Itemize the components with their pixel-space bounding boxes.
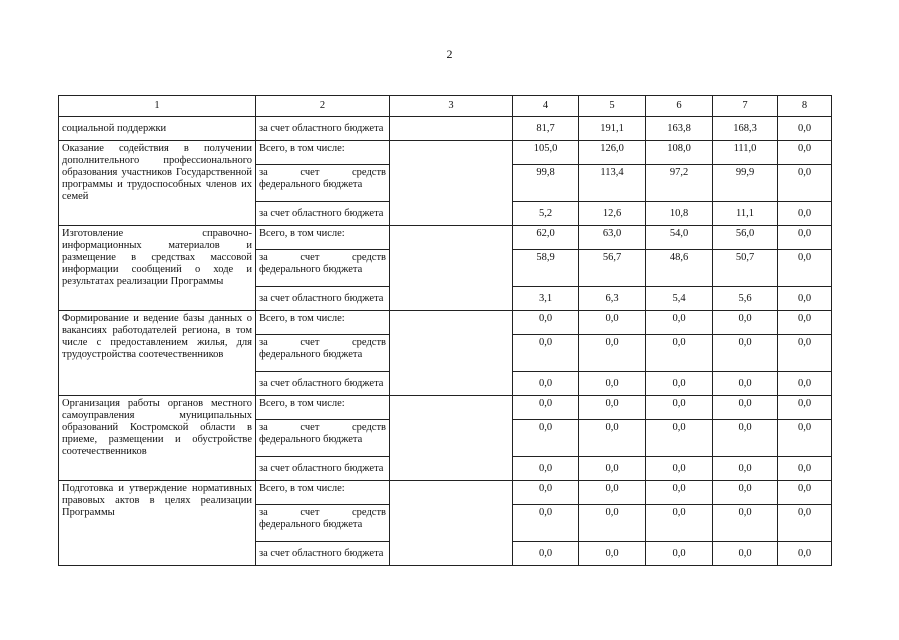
table-row: [59, 481, 832, 505]
funding-source-line: федерального бюджета: [259, 519, 363, 530]
column-header: 7: [713, 96, 778, 117]
funding-source: за счет областного бюджета: [256, 372, 390, 396]
value-cell: 56,0: [713, 226, 778, 250]
value-cell: 50,7: [713, 250, 778, 287]
funding-source-line: федерального бюджета: [259, 264, 363, 275]
column-header: 3: [390, 96, 513, 117]
value-cell: 12,6: [579, 202, 646, 226]
funding-source-line: федерального бюджета: [259, 349, 363, 360]
value-cell: 0,0: [778, 335, 832, 372]
value-cell: 0,0: [579, 311, 646, 335]
value-cell: 111,0: [713, 141, 778, 165]
value-cell: 126,0: [579, 141, 646, 165]
value-cell: 168,3: [713, 117, 778, 141]
value-cell: 0,0: [713, 335, 778, 372]
empty-cell: [390, 311, 513, 396]
value-cell: 0,0: [778, 141, 832, 165]
column-header: 8: [778, 96, 832, 117]
empty-cell: [390, 117, 513, 141]
empty-cell: [390, 226, 513, 311]
table-row: [59, 226, 832, 250]
table-row: [59, 311, 832, 335]
value-cell: 0,0: [713, 311, 778, 335]
measure-description: Организация работы органов местного самоуправления муниципальных образований Костромской области в приеме, размещении и обустройстве соотечественников: [59, 396, 256, 481]
column-header: 4: [513, 96, 579, 117]
value-cell: 0,0: [579, 542, 646, 566]
page-number: 2: [446, 47, 453, 61]
value-cell: 0,0: [778, 372, 832, 396]
funding-source: за счет областного бюджета: [256, 202, 390, 226]
funding-source: Всего, в том числе:: [256, 226, 390, 250]
empty-cell: [390, 141, 513, 226]
funding-source: [256, 420, 390, 457]
funding-source: [256, 505, 390, 542]
value-cell: 108,0: [646, 141, 713, 165]
value-cell: 0,0: [778, 202, 832, 226]
value-cell: 0,0: [713, 542, 778, 566]
measure-description: Подготовка и утверждение нормативных правовых актов в целях реализации Программы: [59, 481, 256, 566]
value-cell: 0,0: [713, 505, 778, 542]
value-cell: 0,0: [713, 457, 778, 481]
value-cell: 3,1: [513, 287, 579, 311]
value-cell: 0,0: [646, 542, 713, 566]
value-cell: 0,0: [778, 457, 832, 481]
value-cell: 0,0: [778, 396, 832, 420]
funding-source-word: счет: [300, 422, 320, 433]
value-cell: 0,0: [513, 396, 579, 420]
value-cell: 0,0: [579, 420, 646, 457]
funding-source-word: за: [259, 422, 268, 433]
value-cell: 10,8: [646, 202, 713, 226]
value-cell: 0,0: [513, 372, 579, 396]
funding-source-word: средств: [352, 252, 386, 263]
funding-source: [256, 165, 390, 202]
value-cell: 0,0: [579, 505, 646, 542]
value-cell: 191,1: [579, 117, 646, 141]
value-cell: 5,4: [646, 287, 713, 311]
value-cell: 5,2: [513, 202, 579, 226]
value-cell: 0,0: [579, 457, 646, 481]
value-cell: 0,0: [513, 457, 579, 481]
funding-source: за счет областного бюджета: [256, 542, 390, 566]
empty-cell: [390, 481, 513, 566]
value-cell: 0,0: [778, 481, 832, 505]
value-cell: 0,0: [579, 372, 646, 396]
value-cell: 0,0: [513, 481, 579, 505]
value-cell: 99,8: [513, 165, 579, 202]
funding-source: за счет областного бюджета: [256, 287, 390, 311]
value-cell: 0,0: [646, 372, 713, 396]
value-cell: 63,0: [579, 226, 646, 250]
funding-source-word: за: [259, 337, 268, 348]
funding-source-line: федерального бюджета: [259, 434, 363, 445]
value-cell: 0,0: [513, 505, 579, 542]
value-cell: 105,0: [513, 141, 579, 165]
funding-source: Всего, в том числе:: [256, 311, 390, 335]
measure-description: Изготовление справочно-информационных материалов и размещение в средствах массовой информации сообщений о ходе и результатах реализации Программы: [59, 226, 256, 311]
value-cell: 62,0: [513, 226, 579, 250]
value-cell: 0,0: [713, 372, 778, 396]
value-cell: 0,0: [778, 117, 832, 141]
funding-source: Всего, в том числе:: [256, 141, 390, 165]
funding-source: [256, 250, 390, 287]
value-cell: 0,0: [778, 165, 832, 202]
funding-source: [256, 335, 390, 372]
value-cell: 54,0: [646, 226, 713, 250]
value-cell: 48,6: [646, 250, 713, 287]
funding-source-word: за: [259, 507, 268, 518]
funding-source: за счет областного бюджета: [256, 457, 390, 481]
budget-table: [58, 95, 832, 566]
funding-source-word: средств: [352, 167, 386, 178]
value-cell: 0,0: [713, 420, 778, 457]
funding-source-word: счет: [300, 252, 320, 263]
funding-source-word: средств: [352, 337, 386, 348]
value-cell: 0,0: [646, 505, 713, 542]
value-cell: 163,8: [646, 117, 713, 141]
value-cell: 0,0: [646, 420, 713, 457]
value-cell: 0,0: [713, 396, 778, 420]
value-cell: 0,0: [513, 420, 579, 457]
measure-description: Формирование и ведение базы данных о вакансиях работодателей региона, в том числе с предоставлением жилья, для трудоустройства соотечественников: [59, 311, 256, 396]
funding-source: Всего, в том числе:: [256, 481, 390, 505]
column-header: 1: [59, 96, 256, 117]
value-cell: 0,0: [778, 505, 832, 542]
funding-source-word: средств: [352, 507, 386, 518]
value-cell: 0,0: [513, 311, 579, 335]
value-cell: 0,0: [646, 481, 713, 505]
column-header: 2: [256, 96, 390, 117]
funding-source-word: счет: [300, 507, 320, 518]
value-cell: 0,0: [778, 311, 832, 335]
funding-source-word: средств: [352, 422, 386, 433]
funding-source-word: счет: [300, 167, 320, 178]
value-cell: 6,3: [579, 287, 646, 311]
value-cell: 99,9: [713, 165, 778, 202]
funding-source-line: федерального бюджета: [259, 179, 363, 190]
funding-source-word: счет: [300, 337, 320, 348]
value-cell: 0,0: [646, 335, 713, 372]
measure-description: Оказание содействия в получении дополнительного профессионального образования участников Государственной программы и трудоспособных членов их семей: [59, 141, 256, 226]
value-cell: 97,2: [646, 165, 713, 202]
value-cell: 0,0: [579, 396, 646, 420]
value-cell: 11,1: [713, 202, 778, 226]
table-row: [59, 141, 832, 165]
value-cell: 56,7: [579, 250, 646, 287]
value-cell: 0,0: [778, 226, 832, 250]
value-cell: 0,0: [778, 250, 832, 287]
empty-cell: [390, 396, 513, 481]
funding-source: Всего, в том числе:: [256, 396, 390, 420]
value-cell: 0,0: [646, 311, 713, 335]
value-cell: 0,0: [513, 542, 579, 566]
value-cell: 0,0: [778, 287, 832, 311]
value-cell: 0,0: [778, 542, 832, 566]
column-header: 6: [646, 96, 713, 117]
value-cell: 0,0: [579, 335, 646, 372]
funding-source-word: за: [259, 167, 268, 178]
funding-source: за счет областного бюджета: [256, 117, 390, 141]
value-cell: 0,0: [778, 420, 832, 457]
value-cell: 5,6: [713, 287, 778, 311]
column-header-row: [59, 96, 832, 117]
table-row: [59, 117, 832, 141]
funding-source-word: за: [259, 252, 268, 263]
value-cell: 0,0: [513, 335, 579, 372]
table-row: [59, 396, 832, 420]
value-cell: 0,0: [713, 481, 778, 505]
value-cell: 81,7: [513, 117, 579, 141]
value-cell: 58,9: [513, 250, 579, 287]
value-cell: 0,0: [646, 396, 713, 420]
measure-description: социальной поддержки: [59, 117, 256, 141]
column-header: 5: [579, 96, 646, 117]
value-cell: 113,4: [579, 165, 646, 202]
value-cell: 0,0: [579, 481, 646, 505]
value-cell: 0,0: [646, 457, 713, 481]
